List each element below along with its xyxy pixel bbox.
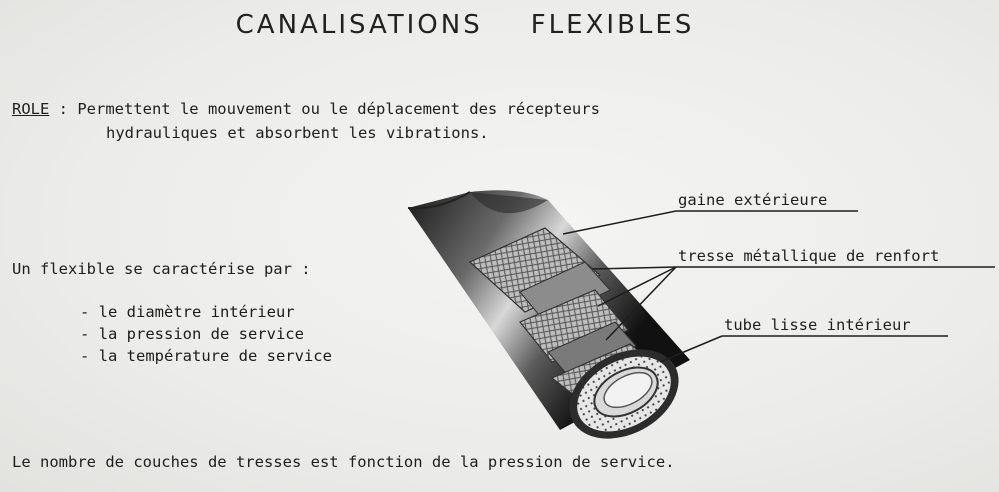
role-line-2: hydrauliques et absorbent les vibrations. xyxy=(106,124,489,142)
label-inner-tube: tube lisse intérieur xyxy=(724,316,911,334)
label-metal-braid: tresse métallique de renfort xyxy=(678,247,940,265)
role-label: ROLE xyxy=(12,100,50,118)
list-item: - la pression de service xyxy=(80,325,304,343)
list-item: - la température de service xyxy=(80,347,332,365)
list-item: - le diamètre intérieur xyxy=(80,303,295,321)
label-outer-sheath: gaine extérieure xyxy=(678,191,828,209)
leader-outer xyxy=(563,211,676,234)
characteristics-intro: Un flexible se caractérise par : xyxy=(12,260,311,278)
role-line-1: : Permettent le mouvement ou le déplacement des récepteurs xyxy=(49,100,600,118)
title-word-1: CANALISATIONS xyxy=(235,10,483,40)
footer-note: Le nombre de couches de tresses est fonction de la pression de service. xyxy=(12,453,675,471)
title-word-2: FLEXIBLES xyxy=(530,10,695,40)
